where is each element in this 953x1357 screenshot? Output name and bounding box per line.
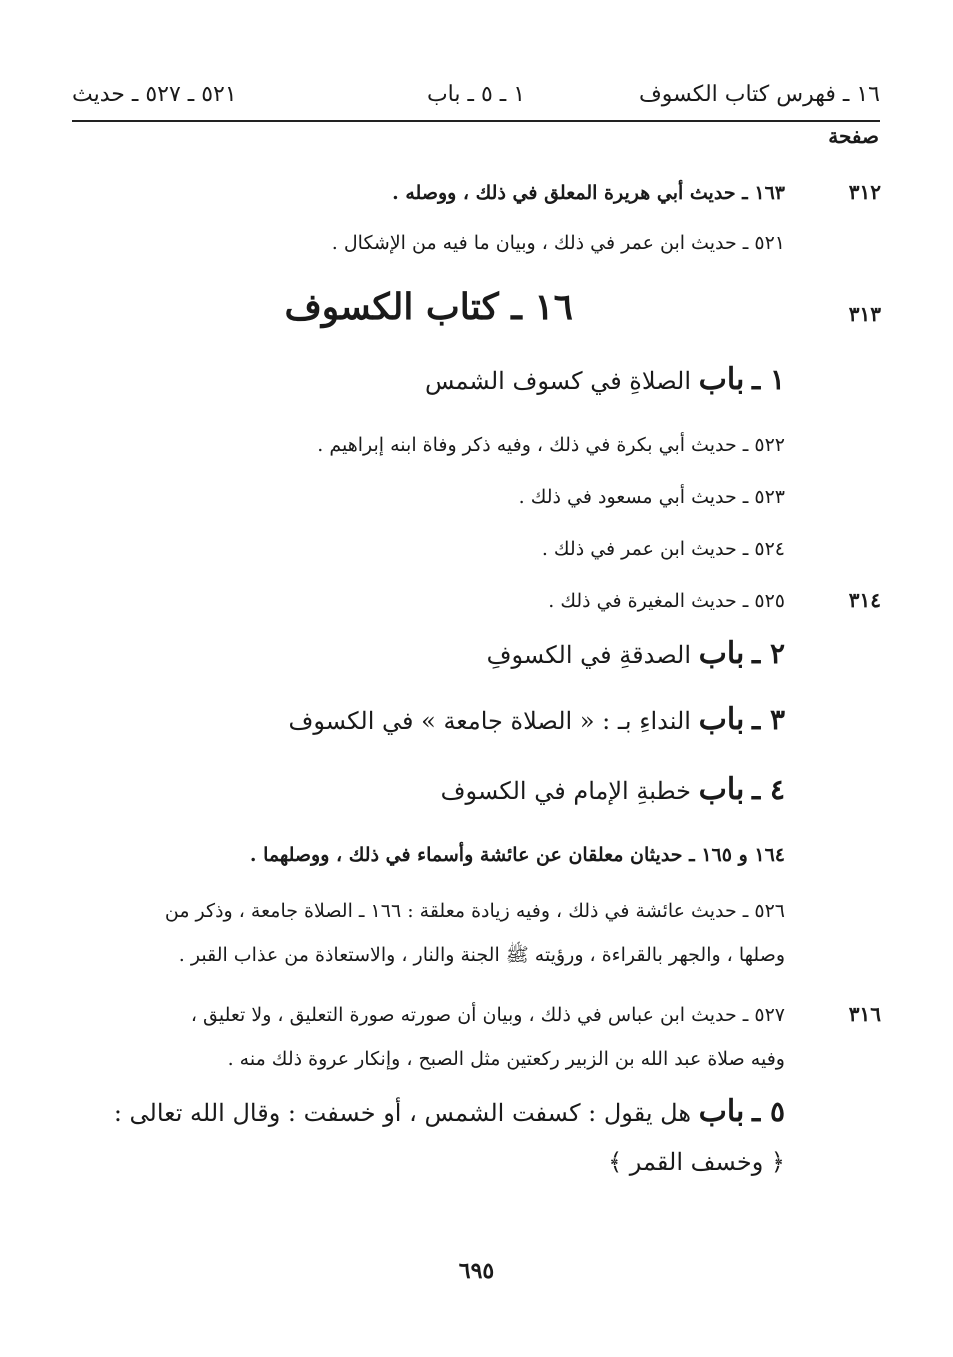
bab-heading-5 <box>114 1094 785 1129</box>
bab-heading-3 <box>288 702 785 737</box>
bab-number: ٢ ـ <box>752 637 785 670</box>
bab-word: باب <box>698 362 745 397</box>
bab-number: ١ ـ <box>752 363 785 396</box>
bab-heading-4 <box>441 772 785 807</box>
running-header <box>72 78 880 118</box>
page-number: ٣١٢ <box>848 180 881 204</box>
running-header-bab-range: ١ ـ ٥ ـ باب <box>426 82 526 107</box>
bab-number: ٤ ـ <box>752 773 785 806</box>
entry-164-165: ١٦٤ و ١٦٥ ـ حديثان معلقان عن عائشة وأسماء في ذلك ، ووصلهما . <box>249 844 785 866</box>
entry-526-line-1: ٥٢٦ ـ حديث عائشة في ذلك ، وفيه زيادة معلقة : ١٦٦ ـ الصلاة جامعة ، وذكر من <box>164 900 785 922</box>
book-title: ١٦ ـ كتاب الكسوف <box>284 286 573 328</box>
bab-word: باب <box>698 772 745 807</box>
entry-163: ١٦٣ ـ حديث أبي هريرة المعلق في ذلك ، ووصله . <box>392 182 785 204</box>
entry-527-line-1: ٥٢٧ ـ حديث ابن عباس في ذلك ، وبيان أن صورته صورة التعليق ، ولا تعليق ، <box>190 1004 785 1026</box>
entry-521: ٥٢١ ـ حديث ابن عمر في ذلك ، وبيان ما فيه من الإشكال . <box>331 232 785 254</box>
bab-title: الصلاةِ في كسوف الشمس <box>424 367 691 395</box>
page-number: ٣١٦ <box>848 1002 881 1026</box>
page-number: ٣١٤ <box>848 588 881 612</box>
bab-word: باب <box>698 636 745 671</box>
entry-523: ٥٢٣ ـ حديث أبي مسعود في ذلك . <box>518 486 785 508</box>
page-folio: ٦٩٥ <box>458 1258 495 1284</box>
entry-525: ٥٢٥ ـ حديث المغيرة في ذلك . <box>548 590 785 612</box>
page-column-label: صفحة <box>828 124 879 148</box>
entry-526-line-2: وصلها ، والجهر بالقراءة ، ورؤيته ﷺ الجنة والنار ، والاستعاذة من عذاب القبر . <box>178 944 785 966</box>
bab-word: باب <box>698 1094 745 1129</box>
running-header-chapter: ١٦ ـ فهرس كتاب الكسوف <box>639 82 880 107</box>
entry-527-line-2: وفيه صلاة عبد الله بن الزبير ركعتين مثل الصبح ، وإنكار عروة ذلك منه . <box>227 1048 785 1070</box>
bab-heading-1 <box>425 362 785 397</box>
page-number: ٣١٣ <box>848 302 881 326</box>
bab-word: باب <box>698 702 745 737</box>
bab-title: هل يقول : كسفت الشمس ، أو خسفت : وقال الله تعالى : <box>113 1099 691 1127</box>
bab-number: ٣ ـ <box>752 703 785 736</box>
bab-title: النداءِ بـ : « الصلاة جامعة » في الكسوف <box>288 707 691 735</box>
entry-524: ٥٢٤ ـ حديث ابن عمر في ذلك . <box>541 538 785 560</box>
header-rule <box>72 120 880 122</box>
running-header-hadith-range: ٥٢١ ـ ٥٢٧ ـ حديث <box>72 82 237 107</box>
entry-522: ٥٢٢ ـ حديث أبي بكرة في ذلك ، وفيه ذكر وفاة ابنه إبراهيم . <box>317 434 785 456</box>
bab-title: خطبةِ الإمام في الكسوف <box>440 777 691 805</box>
bab-heading-2 <box>487 636 785 671</box>
bab-heading-5-continuation: ﴿ وخسف القمر ﴾ <box>608 1148 785 1176</box>
bab-number: ٥ ـ <box>752 1095 785 1128</box>
bab-title: الصدقةِ في الكسوفِ <box>486 641 691 669</box>
